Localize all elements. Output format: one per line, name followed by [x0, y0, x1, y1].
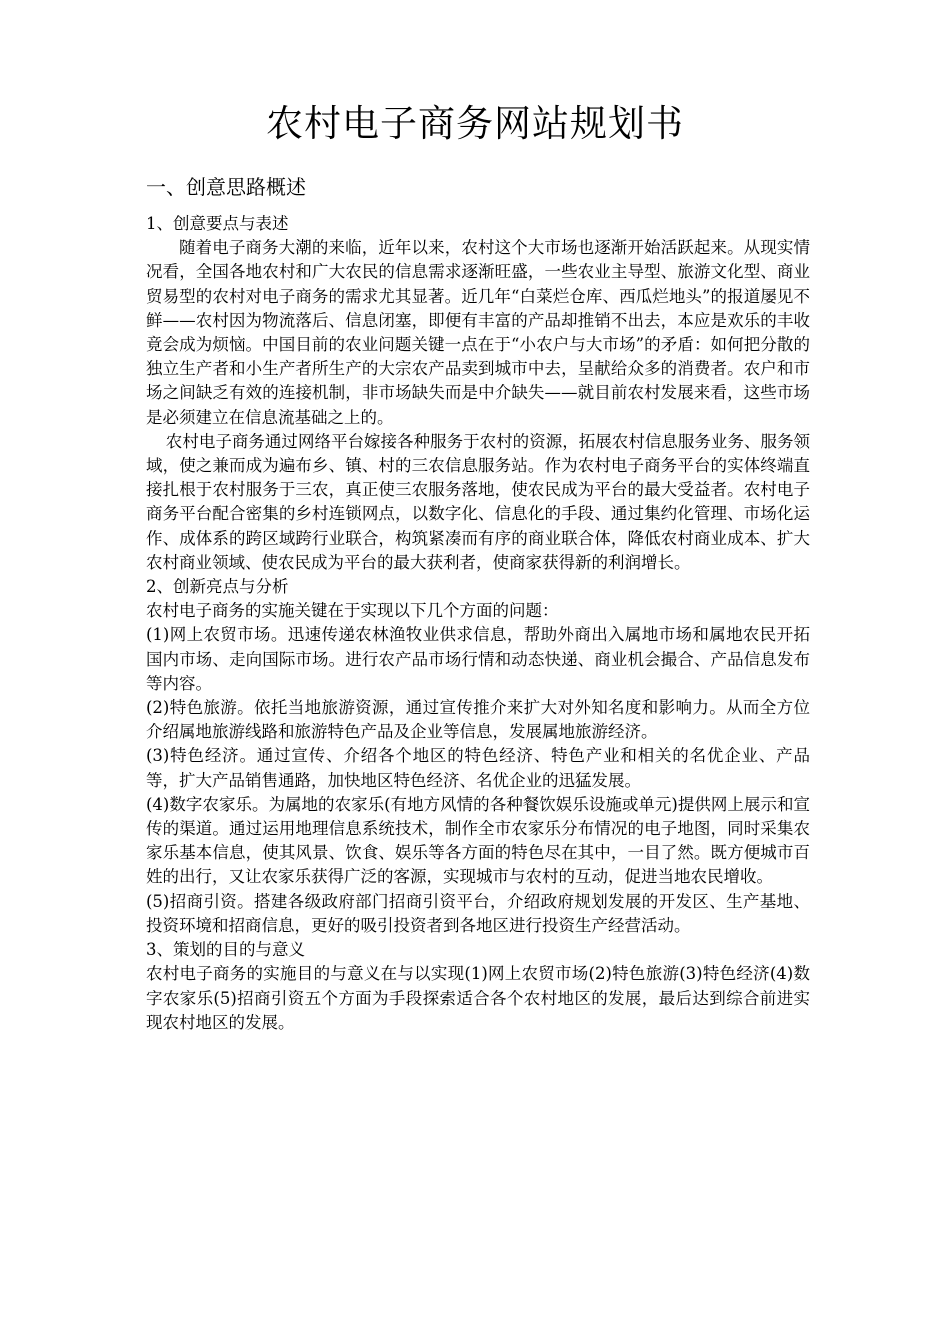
list-item-2: (2)特色旅游。依托当地旅游资源，通过宣传推介来扩大对外知名度和影响力。从而全方位介绍属地旅游线路和旅游特色产品及企业等信息，发展属地旅游经济。: [146, 698, 810, 742]
document-title: 农村电子商务网站规划书: [266, 102, 684, 145]
list-item-3: (3)特色经济。通过宣传、介绍各个地区的特色经济、特色产业和相关的名优企业、产品等，扩大产品销售通路，加快地区特色经济、名优企业的迅猛发展。: [146, 746, 810, 790]
subsection-heading-3: 3、策划的目的与意义: [146, 940, 305, 960]
paragraph-3: 农村电子商务的实施目的与意义在与以实现(1)网上农贸市场(2)特色旅游(3)特色经济(4)数字农家乐(5)招商引资五个方面为手段探索适合各个农村地区的发展，最后达到综合前进实现农村地区的发展。: [146, 964, 810, 1032]
paragraph-2: 农村电子商务通过网络平台嫁接各种服务于农村的资源，拓展农村信息服务业务、服务领域，使之兼而成为遍布乡、镇、村的三农信息服务站。作为农村电子商务平台的实体终端直接扎根于农村服务于三农，真正使三农服务落地，使农民成为平台的最大受益者。农村电子商务平台配合密集的乡村连锁网点，以数字化、信息化的手段、通过集约化管理、市场化运作、成体系的跨区域跨行业联合，构筑紧凑而有序的商业联合体，降低农村商业成本、扩大农村商业领域、使农民成为平台的最大获利者，使商家获得新的利润增长。: [146, 431, 810, 572]
subsection-heading-1: 1、创意要点与表述: [146, 214, 289, 233]
section-heading-overview: 一、创意思路概述: [146, 175, 306, 199]
list-item-5: (5)招商引资。搭建各级政府部门招商引资平台，介绍政府规划发展的开发区、生产基地、投资环境和招商信息，更好的吸引投资者到各地区进行投资生产经营活动。: [146, 891, 810, 935]
list-item-4: (4)数字农家乐。为属地的农家乐(有地方风情的各种餐饮娱乐设施或单元)提供网上展示和宣传的渠道。通过运用地理信息系统技术，制作全市农家乐分布情况的电子地图，同时采集农家乐基本信息，使其风景、饮食、娱乐等各方面的特色尽在其中，一目了然。既方便城市百姓的出行，又让农家乐获得广泛的客源，实现城市与农村的互动，促进当地农民增收。: [146, 794, 810, 887]
document-body: [146, 212, 810, 1035]
paragraph-1: 随着电子商务大潮的来临，近年以来，农村这个大市场也逐渐开始活跃起来。从现实情况看，全国各地农村和广大农民的信息需求逐渐旺盛，一些农业主导型、旅游文化型、商业贸易型的农村对电子商务的需求尤其显著。近几年“白菜烂仓库、西瓜烂地头”的报道屡见不鲜——农村因为物流落后、信息闭塞，即便有丰富的产品却推销不出去，本应是欢乐的丰收竟会成为烦恼。中国目前的农业问题关键一点在于“小农户与大市场”的矛盾：如何把分散的独立生产者和小生产者所生产的大宗农产品卖到城市中去，呈献给众多的消费者。农户和市场之间缺乏有效的连接机制，非市场缺失而是中介缺失——就目前农村发展来看，这些市场是必须建立在信息流基础之上的。: [146, 238, 810, 427]
list-item-1: (1)网上农贸市场。迅速传递农林渔牧业供求信息，帮助外商出入属地市场和属地农民开拓国内市场、走向国际市场。进行农产品市场行情和动态快递、商业机会撮合、产品信息发布等内容。: [146, 625, 810, 693]
subsection-heading-2: 2、创新亮点与分析: [146, 577, 289, 597]
paragraph-intro: 农村电子商务的实施关键在于实现以下几个方面的问题：: [146, 601, 559, 621]
